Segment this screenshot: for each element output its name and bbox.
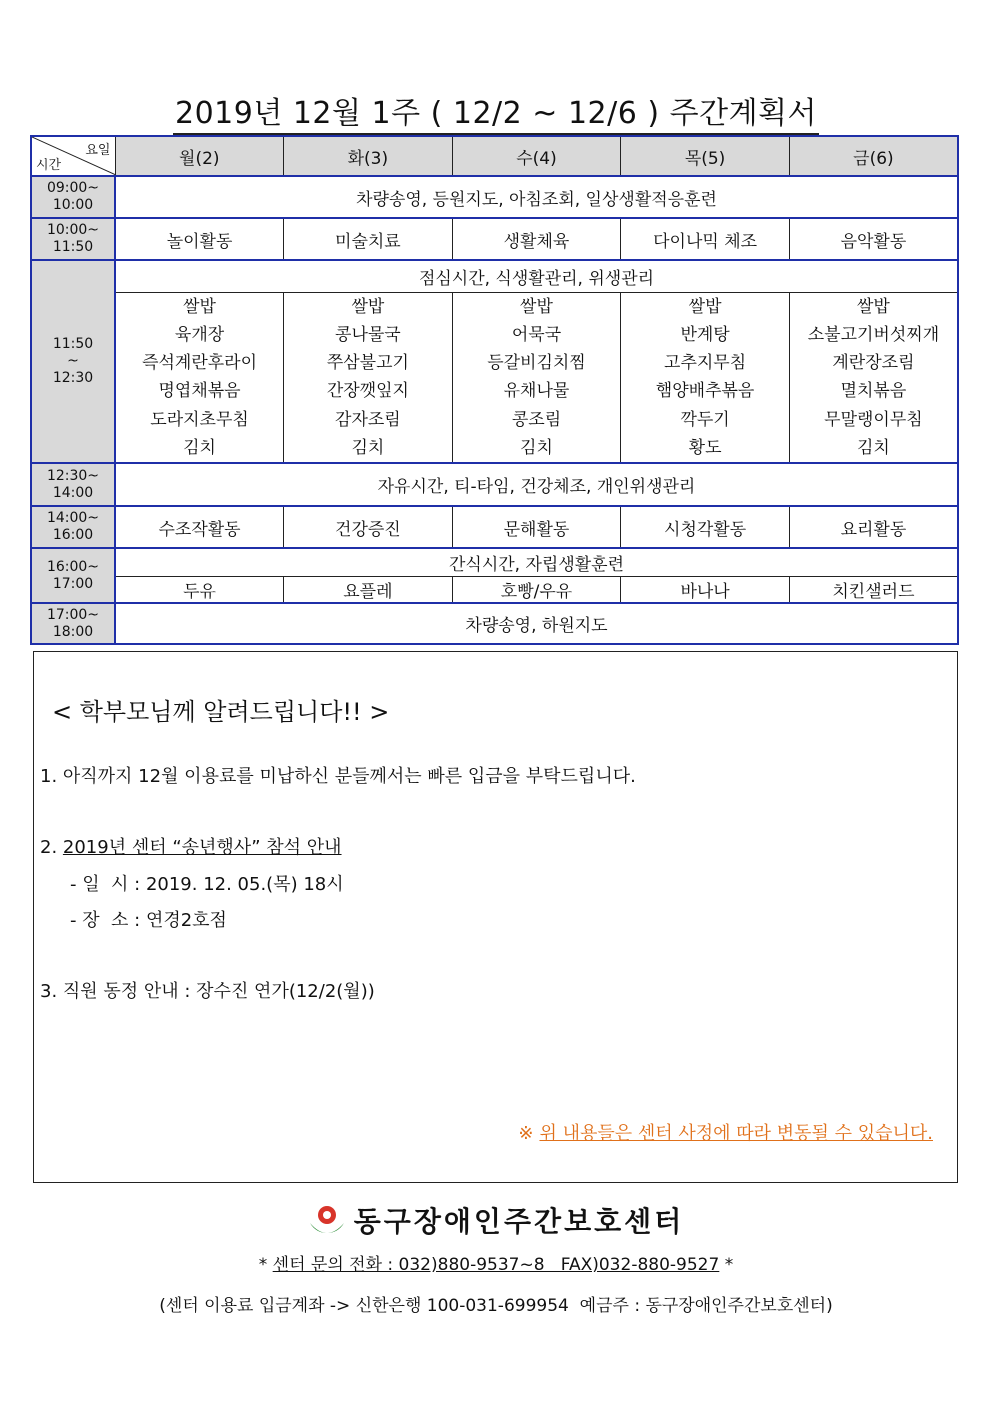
contact-line: * 센터 문의 전화 : 032)880-9537~8 FAX)032-880-9527 * xyxy=(258,1255,734,1275)
notice-item-3: 3. 직원 동정 안내 : 장수진 연가(12/2(월)) xyxy=(40,981,375,1002)
time-cell: 12:30~ 14:00 xyxy=(31,463,115,506)
notice-item-2-date: - 일 시 : 2019. 12. 05.(목) 18시 xyxy=(70,874,344,895)
table-header-row xyxy=(31,136,958,176)
schedule-row xyxy=(31,176,958,218)
activity-cell: 요리활동 xyxy=(789,506,958,548)
snack-cell: 호빵/우유 xyxy=(452,576,621,603)
time-cell: 09:00~ 10:00 xyxy=(31,176,115,218)
center-logo-icon xyxy=(308,1203,346,1237)
snack-cell: 요플레 xyxy=(284,576,453,603)
center-name: 동구장애인주간보호센터 xyxy=(353,1205,685,1238)
menu-cell-mon: 쌀밥 육개장 즉석계란후라이 명엽채볶음 도라지초무침 김치 xyxy=(115,292,284,463)
notice-item-2-place: - 장 소 : 연경2호점 xyxy=(70,910,227,931)
day-header-thu: 목(5) xyxy=(621,136,790,176)
activity-cell: 놀이활동 xyxy=(115,218,284,260)
corner-cell: 요일 시간 xyxy=(31,136,115,176)
day-header-tue: 화(3) xyxy=(284,136,453,176)
activity-cell: 생활체육 xyxy=(452,218,621,260)
day-header-fri: 금(6) xyxy=(789,136,958,176)
activity-cell: 건강증진 xyxy=(284,506,453,548)
snack-title-row xyxy=(31,548,958,576)
schedule-row xyxy=(31,506,958,548)
activity-cell: 차량송영, 등원지도, 아침조회, 일상생활적응훈련 xyxy=(115,176,958,218)
day-header-wed: 수(4) xyxy=(452,136,621,176)
weekly-schedule-table xyxy=(30,135,959,645)
schedule-row xyxy=(31,603,958,644)
time-cell: 10:00~ 11:50 xyxy=(31,218,115,260)
time-cell: 14:00~ 16:00 xyxy=(31,506,115,548)
bank-account-line: (센터 이용료 입금계좌 -> 신한은행 100-031-699954 예금주 : 동구장애인주간보호센터) xyxy=(159,1296,833,1316)
activity-cell: 미술치료 xyxy=(284,218,453,260)
snack-cell: 치킨샐러드 xyxy=(789,576,958,603)
activity-cell: 다이나믹 체조 xyxy=(621,218,790,260)
activity-cell: 차량송영, 하원지도 xyxy=(115,603,958,644)
snack-title: 간식시간, 자립생활훈련 xyxy=(115,548,958,576)
notice-item-2: 2. 2019년 센터 “송년행사” 참석 안내 xyxy=(40,837,342,858)
activity-cell: 문해활동 xyxy=(452,506,621,548)
activity-cell: 음악활동 xyxy=(789,218,958,260)
time-cell: 17:00~ 18:00 xyxy=(31,603,115,644)
notice-item-1: 1. 아직까지 12월 이용료를 미납하신 분들께서는 빠른 입금을 부탁드립니다. xyxy=(40,766,636,787)
lunch-menu-row xyxy=(31,292,958,463)
time-cell: 16:00~ 17:00 xyxy=(31,548,115,603)
page-title: 2019년 12월 1주 ( 12/2 ~ 12/6 ) 주간계획서 xyxy=(0,88,992,132)
schedule-row xyxy=(31,218,958,260)
menu-cell-wed: 쌀밥 어묵국 등갈비김치찜 유채나물 콩조림 김치 xyxy=(452,292,621,463)
lunch-title-row xyxy=(31,260,958,292)
schedule-row xyxy=(31,463,958,506)
activity-cell: 시청각활동 xyxy=(621,506,790,548)
menu-cell-fri: 쌀밥 소불고기버섯찌개 계란장조림 멸치볶음 무말랭이무침 김치 xyxy=(789,292,958,463)
notice-heading: < 학부모님께 알려드립니다!! > xyxy=(52,698,390,726)
center-name-footer xyxy=(0,1200,992,1240)
activity-cell: 자유시간, 티-타임, 건강체조, 개인위생관리 xyxy=(115,463,958,506)
snack-cell: 바나나 xyxy=(621,576,790,603)
menu-cell-tue: 쌀밥 콩나물국 쭈삼불고기 간장깻잎지 감자조림 김치 xyxy=(284,292,453,463)
notice-disclaimer: ※ 위 내용들은 센터 사정에 따라 변동될 수 있습니다. xyxy=(518,1123,933,1144)
day-header-mon: 월(2) xyxy=(115,136,284,176)
notice-box xyxy=(33,651,958,1183)
activity-cell: 수조작활동 xyxy=(115,506,284,548)
snack-row xyxy=(31,576,958,603)
snack-cell: 두유 xyxy=(115,576,284,603)
lunch-title: 점심시간, 식생활관리, 위생관리 xyxy=(115,260,958,292)
menu-cell-thu: 쌀밥 반계탕 고추지무침 햄양배추볶음 깍두기 황도 xyxy=(621,292,790,463)
contact-phone: 센터 문의 전화 : 032)880-9537~8 FAX)032-880-9527 xyxy=(272,1255,720,1275)
time-cell: 11:50 ~ 12:30 xyxy=(31,260,115,463)
